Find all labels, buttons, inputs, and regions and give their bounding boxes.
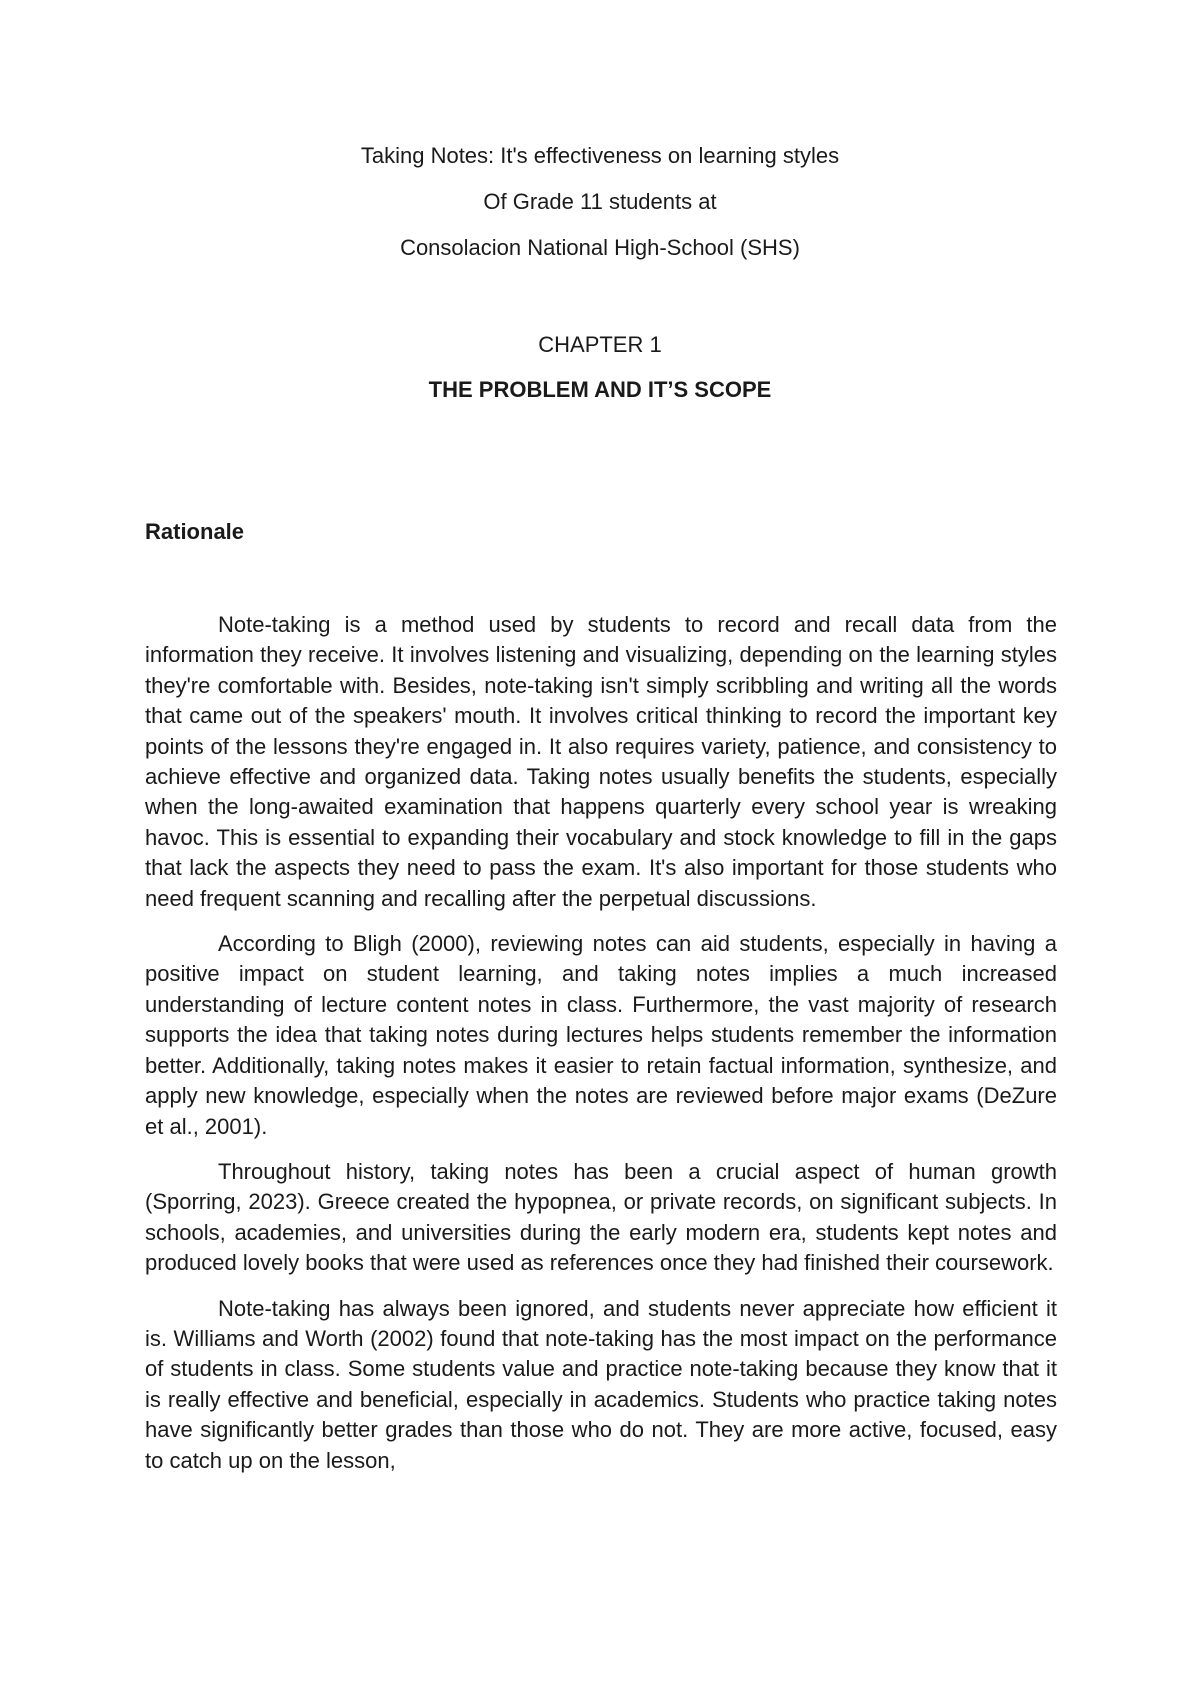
paragraph-2: According to Bligh (2000), reviewing notes can aid students, especially in having a positive impact on student learning, and taking notes implies a much increased understanding of lecture content notes in class. Furthermore, the vast majority of research supports the idea that taking notes during lectures helps students remember the information better. Additionally, taking notes makes it easier to retain factual information, synthesize, and apply new knowledge, especially when the notes are reviewed before major exams (DeZure et al., 2001). [145,931,1057,1139]
paragraph-1: Note-taking is a method used by students to record and recall data from the information they receive. It involves listening and visualizing, depending on the learning styles they're comfortable with. Besides, note-taking isn't simply scribbling and writing all the words that came out of the speakers' mouth. It involves critical thinking to record the important key points of the lessons they're engaged in. It also requires variety, patience, and consistency to achieve effective and organized data. Taking notes usually benefits the students, especially when the long-awaited examination that happens quarterly every school year is wreaking havoc. This is essential to expanding their vocabulary and stock knowledge to fill in the gaps that lack the aspects they need to pass the exam. It's also important for those students who need frequent scanning and recalling after the perpetual discussions. [145,612,1057,911]
section-heading-rationale: Rationale [145,519,245,544]
document-title-block [0,145,1200,283]
chapter-title: THE PROBLEM AND IT’S SCOPE [428,377,772,402]
chapter-label: CHAPTER 1 [538,332,662,357]
title-line-2: Of Grade 11 students at [483,189,717,214]
paragraph-3: Throughout history, taking notes has been a crucial aspect of human growth (Sporring, 2023). Greece created the hypopnea, or private records, on significant subjects. In schools, academies, and universities during the early modern era, students kept notes and produced lovely books that were used as references once they had finished their coursework. [145,1158,1057,1276]
title-line-3: Consolacion National High-School (SHS) [400,235,800,260]
rationale-body [145,610,1057,1491]
paragraph-4: Note-taking has always been ignored, and students never appreciate how efficient it is. Williams and Worth (2002) found that note-taking has the most impact on the performance of students in class. Some students value and practice note-taking because they know that it is really effective and beneficial, especially in academics. Students who practice taking notes have significantly better grades than those who do not. They are more active, focused, easy to catch up on the lesson, [145,1295,1057,1473]
title-line-1: Taking Notes: It's effectiveness on learning styles [360,143,840,168]
